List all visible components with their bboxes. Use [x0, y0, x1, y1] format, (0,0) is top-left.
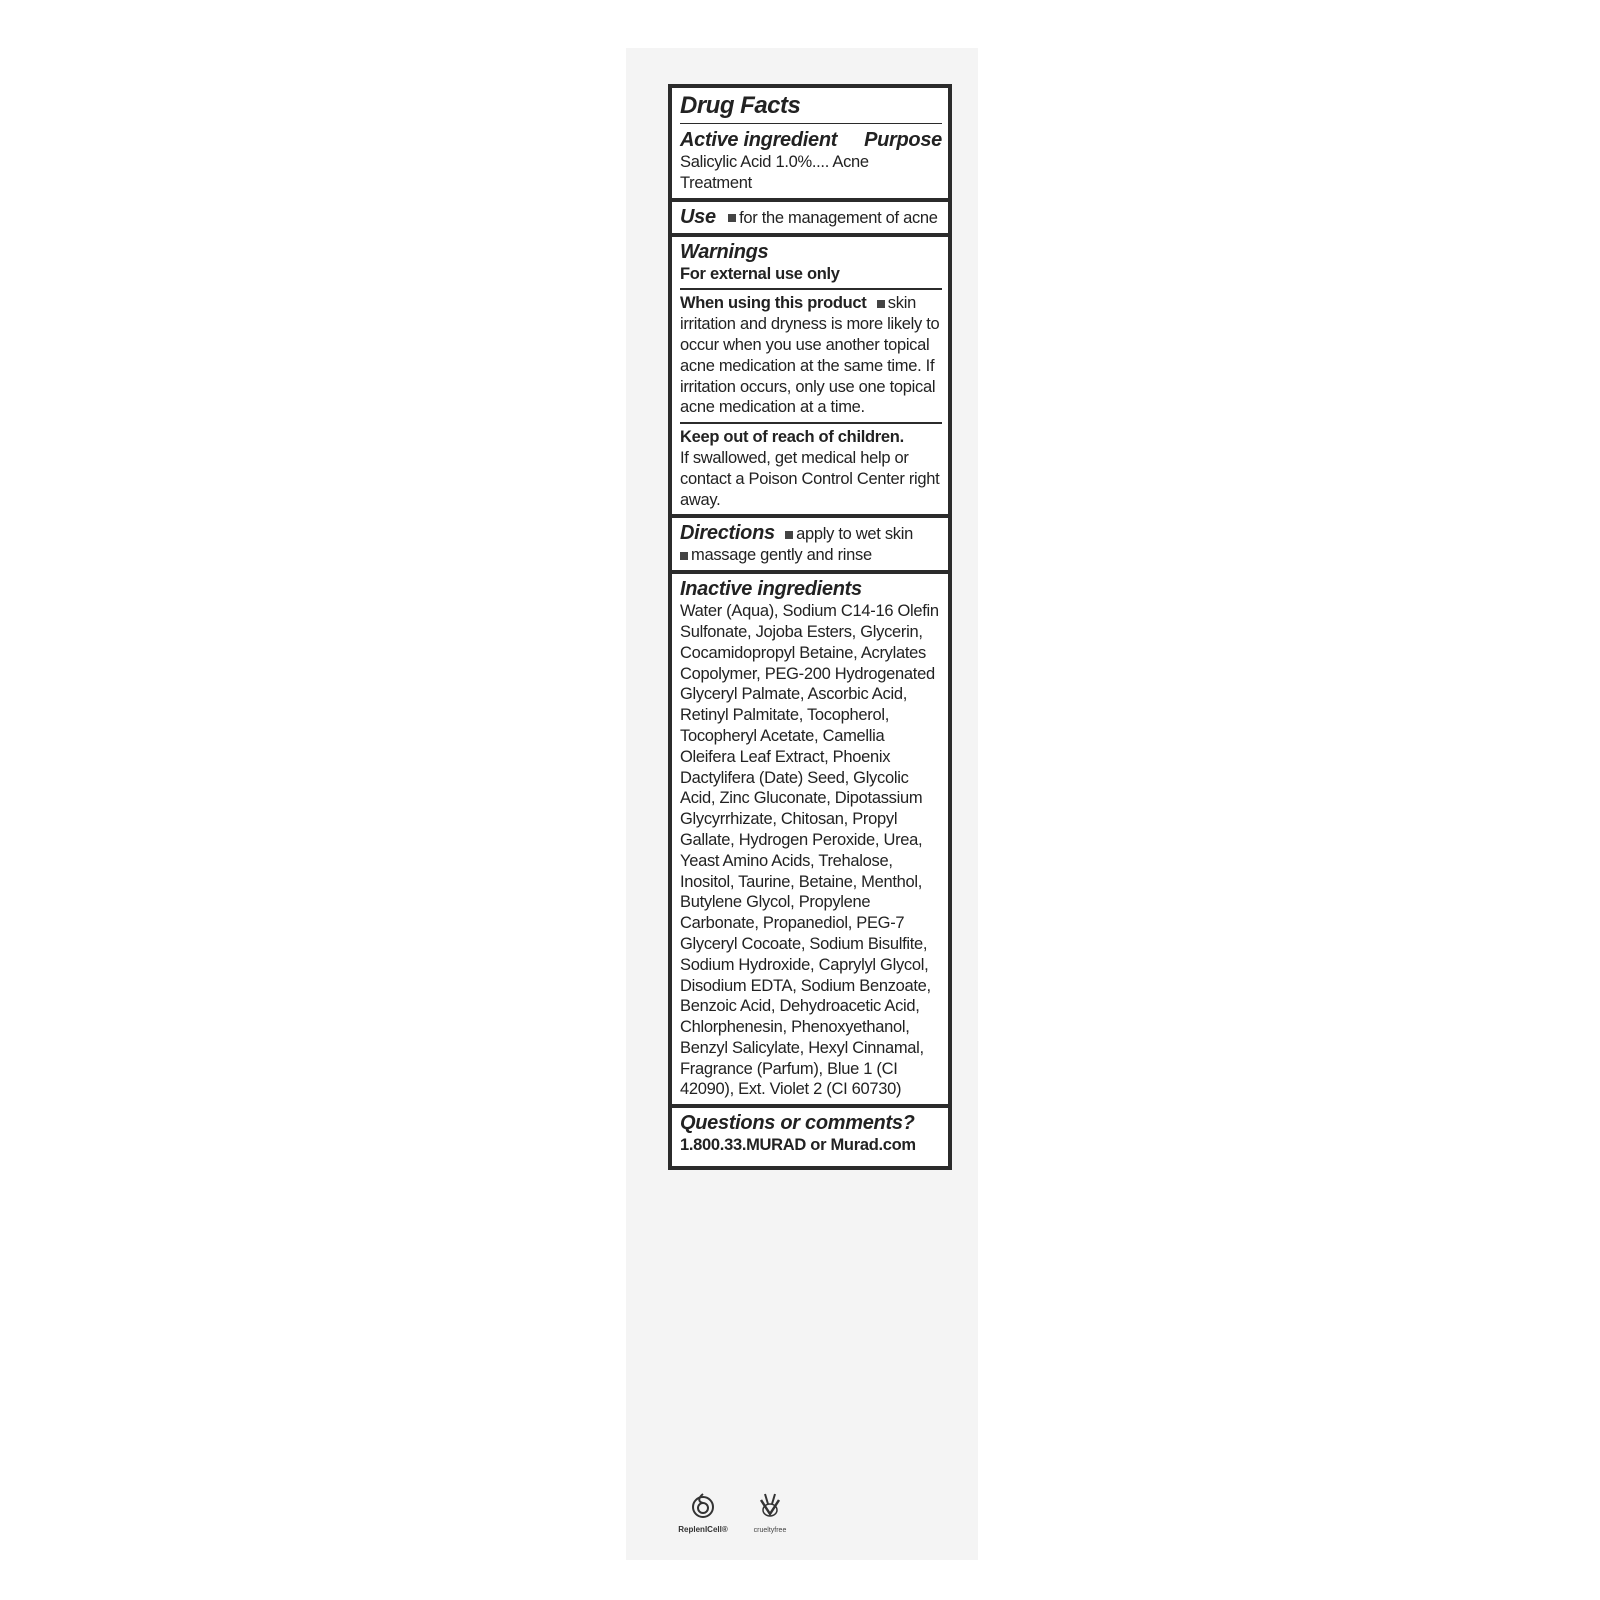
bullet-icon: [877, 300, 885, 308]
directions-heading: Directions: [680, 522, 775, 545]
divider: [680, 288, 942, 290]
warnings-heading: Warnings: [680, 240, 769, 263]
contact-text: 1.800.33.MURAD or Murad.com: [680, 1136, 916, 1155]
active-ingredient-heading: Active ingredient: [680, 129, 838, 151]
bunny-icon: [757, 1492, 783, 1520]
questions-section: [672, 1108, 948, 1166]
replenicell-logo: [672, 1492, 734, 1534]
directions-section: [672, 518, 948, 570]
bullet-icon: [680, 552, 688, 560]
directions-item-1: apply to wet skin: [796, 525, 913, 544]
bullet-icon: [785, 531, 793, 539]
cruelty-free-logo: [750, 1492, 790, 1534]
divider: [680, 123, 942, 124]
external-use-text: For external use only: [680, 264, 840, 283]
active-ingredient-header-row: [680, 128, 942, 152]
inactive-ingredients-text: Water (Aqua), Sodium C14-16 Olefin Sulfonate, Jojoba Esters, Glycerin, Cocamidopropyl Betaine, Acrylates Copolymer, PEG-200 Hydrogenated Glyceryl Palmate, Ascorbic Acid, Retinyl Palmitate, Tocopherol, Tocopheryl Acetate, Camellia Oleifera Leaf Extract, Phoenix Dactylifera (Date) Seed, Glycolic Acid, Zinc Gluconate, Dipotassium Glycyrrhizate, Chitosan, Propyl Gallate, Hydrogen Peroxide, Urea, Yeast Amino Acids, Trehalose, Inositol, Taurine, Betaine, Menthol, Butylene Glycol, Propylene Carbonate, Propanediol, PEG-7 Glyceryl Cocoate, Sodium Bisulfite, Sodium Hydroxide, Caprylyl Glycol, Disodium EDTA, Sodium Benzoate, Benzoic Acid, Dehydroacetic Acid, Chlorphenesin, Phenoxyethanol, Benzyl Salicylate, Hexyl Cinnamal, Fragrance (Parfum), Blue 1 (CI 42090), Ext. Violet 2 (CI 60730): [680, 602, 939, 1099]
when-using-paragraph: [680, 293, 942, 418]
drug-facts-header-section: [672, 88, 948, 198]
warnings-section: [672, 237, 948, 515]
drug-facts-title: Drug Facts: [680, 92, 801, 119]
use-section: [672, 202, 948, 233]
divider: [680, 422, 942, 424]
replenicell-text: ReplenICell®: [678, 1525, 728, 1534]
keep-out-text: If swallowed, get medical help or contact a Poison Control Center right away.: [680, 448, 940, 509]
purpose-heading: Purpose: [864, 129, 942, 151]
replenicell-swirl-icon: [690, 1492, 716, 1518]
certification-logos: [672, 1492, 792, 1538]
when-using-text: skin irritation and dryness is more likely to occur when you use another topical acne medication at the same time. If irritation occurs, only use one topical acne medication at a time.: [680, 294, 940, 417]
directions-item-2: massage gently and rinse: [691, 546, 872, 565]
inactive-ingredients-section: [672, 574, 948, 1104]
keep-out-heading: Keep out of reach of children.: [680, 428, 904, 447]
when-using-heading: When using this product: [680, 294, 867, 313]
active-ingredient-line: Salicylic Acid 1.0%.... Acne Treatment: [680, 153, 869, 192]
use-heading: Use: [680, 205, 716, 228]
use-text: for the management of acne: [739, 208, 938, 227]
bullet-icon: [728, 214, 736, 222]
cruelty-free-text: crueltyfree: [753, 1527, 787, 1534]
drug-facts-panel: [668, 84, 952, 1170]
inactive-ingredients-heading: Inactive ingredients: [680, 578, 862, 601]
questions-heading: Questions or comments?: [680, 1112, 915, 1135]
